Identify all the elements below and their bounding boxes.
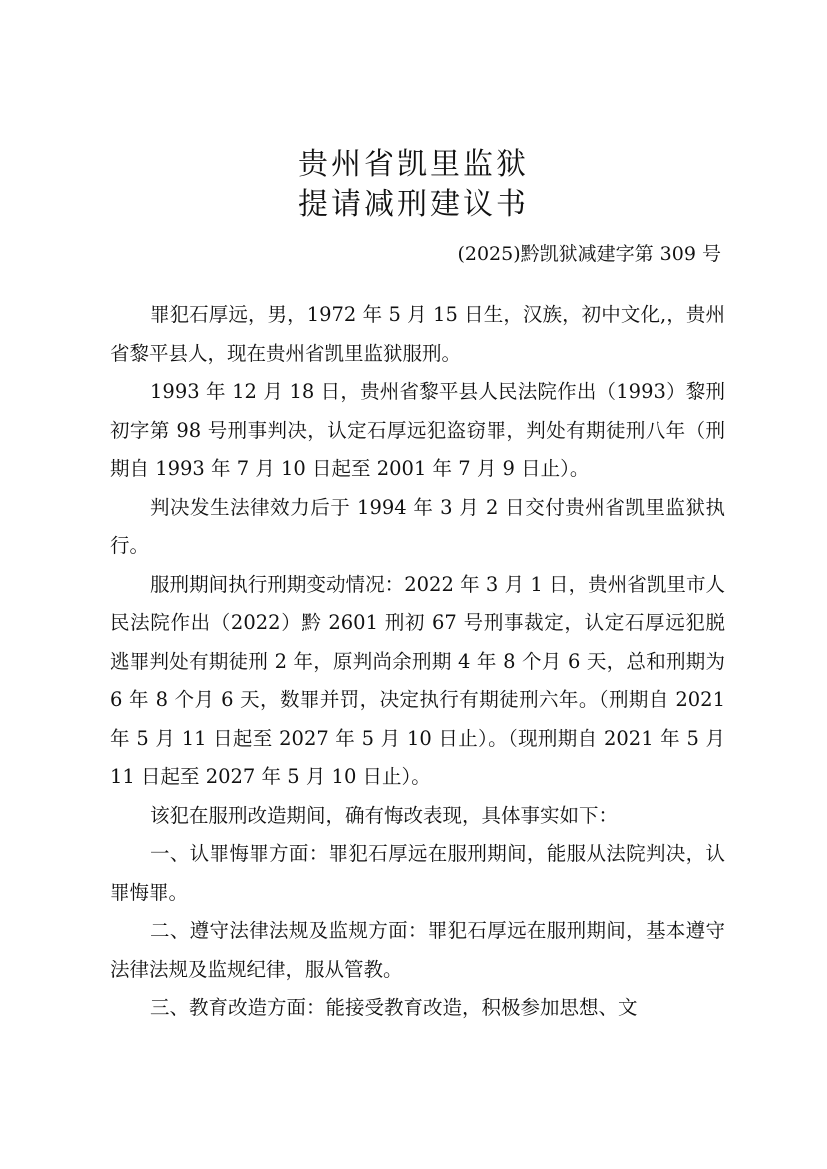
document-title-issuer: 贵州省凯里监狱 bbox=[298, 147, 529, 182]
paragraph-original-judgment: 1993 年 12 月 18 日，贵州省黎平县人民法院作出（1993）黎刑初字第 98 号刑事判决，认定石厚远犯盗窃罪，判处有期徒刑八年（刑期自 1993 年 7 月 10 日起至 2001 年 7 月 9 日止）。 bbox=[110, 380, 725, 480]
paragraph-offender-info: 罪犯石厚远，男，1972 年 5 月 15 日生，汉族，初中文化,，贵州省黎平县人，现在贵州省凯里监狱服刑。 bbox=[110, 303, 725, 365]
document-number: (2025)黔凯狱减建字第 309 号 bbox=[457, 243, 721, 265]
paragraph-repentance-intro: 该犯在服刑改造期间，确有悔改表现，具体事实如下： bbox=[150, 803, 619, 827]
paragraph-sentence-changes: 服刑期间执行刑期变动情况：2022 年 3 月 1 日，贵州省凯里市人民法院作出（2022）黔 2601 刑初 67 号刑事裁定，认定石厚远犯脱逃罪判处有期徒刑 2 年，原判尚余刑期 4 年 8 个月 6 天，总和刑期为 6 年 8 个月 6 天，数罪并罚，决定执行有期徒刑六年。（刑期自 2021 年 5 月 11 日起至 2027 年 5 月 10 日止）。（现刑期自 2021 年 5 月 11 日起至 2027 年 5 月 10 日止）。 bbox=[110, 572, 725, 788]
paragraph-education-reform: 三、教育改造方面：能接受教育改造，积极参加思想、文 bbox=[150, 996, 638, 1019]
paragraph-execution: 判决发生法律效力后于 1994 年 3 月 2 日交付贵州省凯里监狱执行。 bbox=[110, 495, 725, 557]
paragraph-admission-of-guilt: 一、认罪悔罪方面：罪犯石厚远在服刑期间，能服从法院判决，认罪悔罪。 bbox=[110, 842, 725, 904]
document-title: 提请减刑建议书 bbox=[298, 187, 529, 222]
document-body bbox=[110, 296, 725, 1028]
paragraph-law-compliance: 二、遵守法律法规及监规方面：罪犯石厚远在服刑期间，基本遵守法律法规及监规纪律，服从管教。 bbox=[110, 919, 725, 981]
